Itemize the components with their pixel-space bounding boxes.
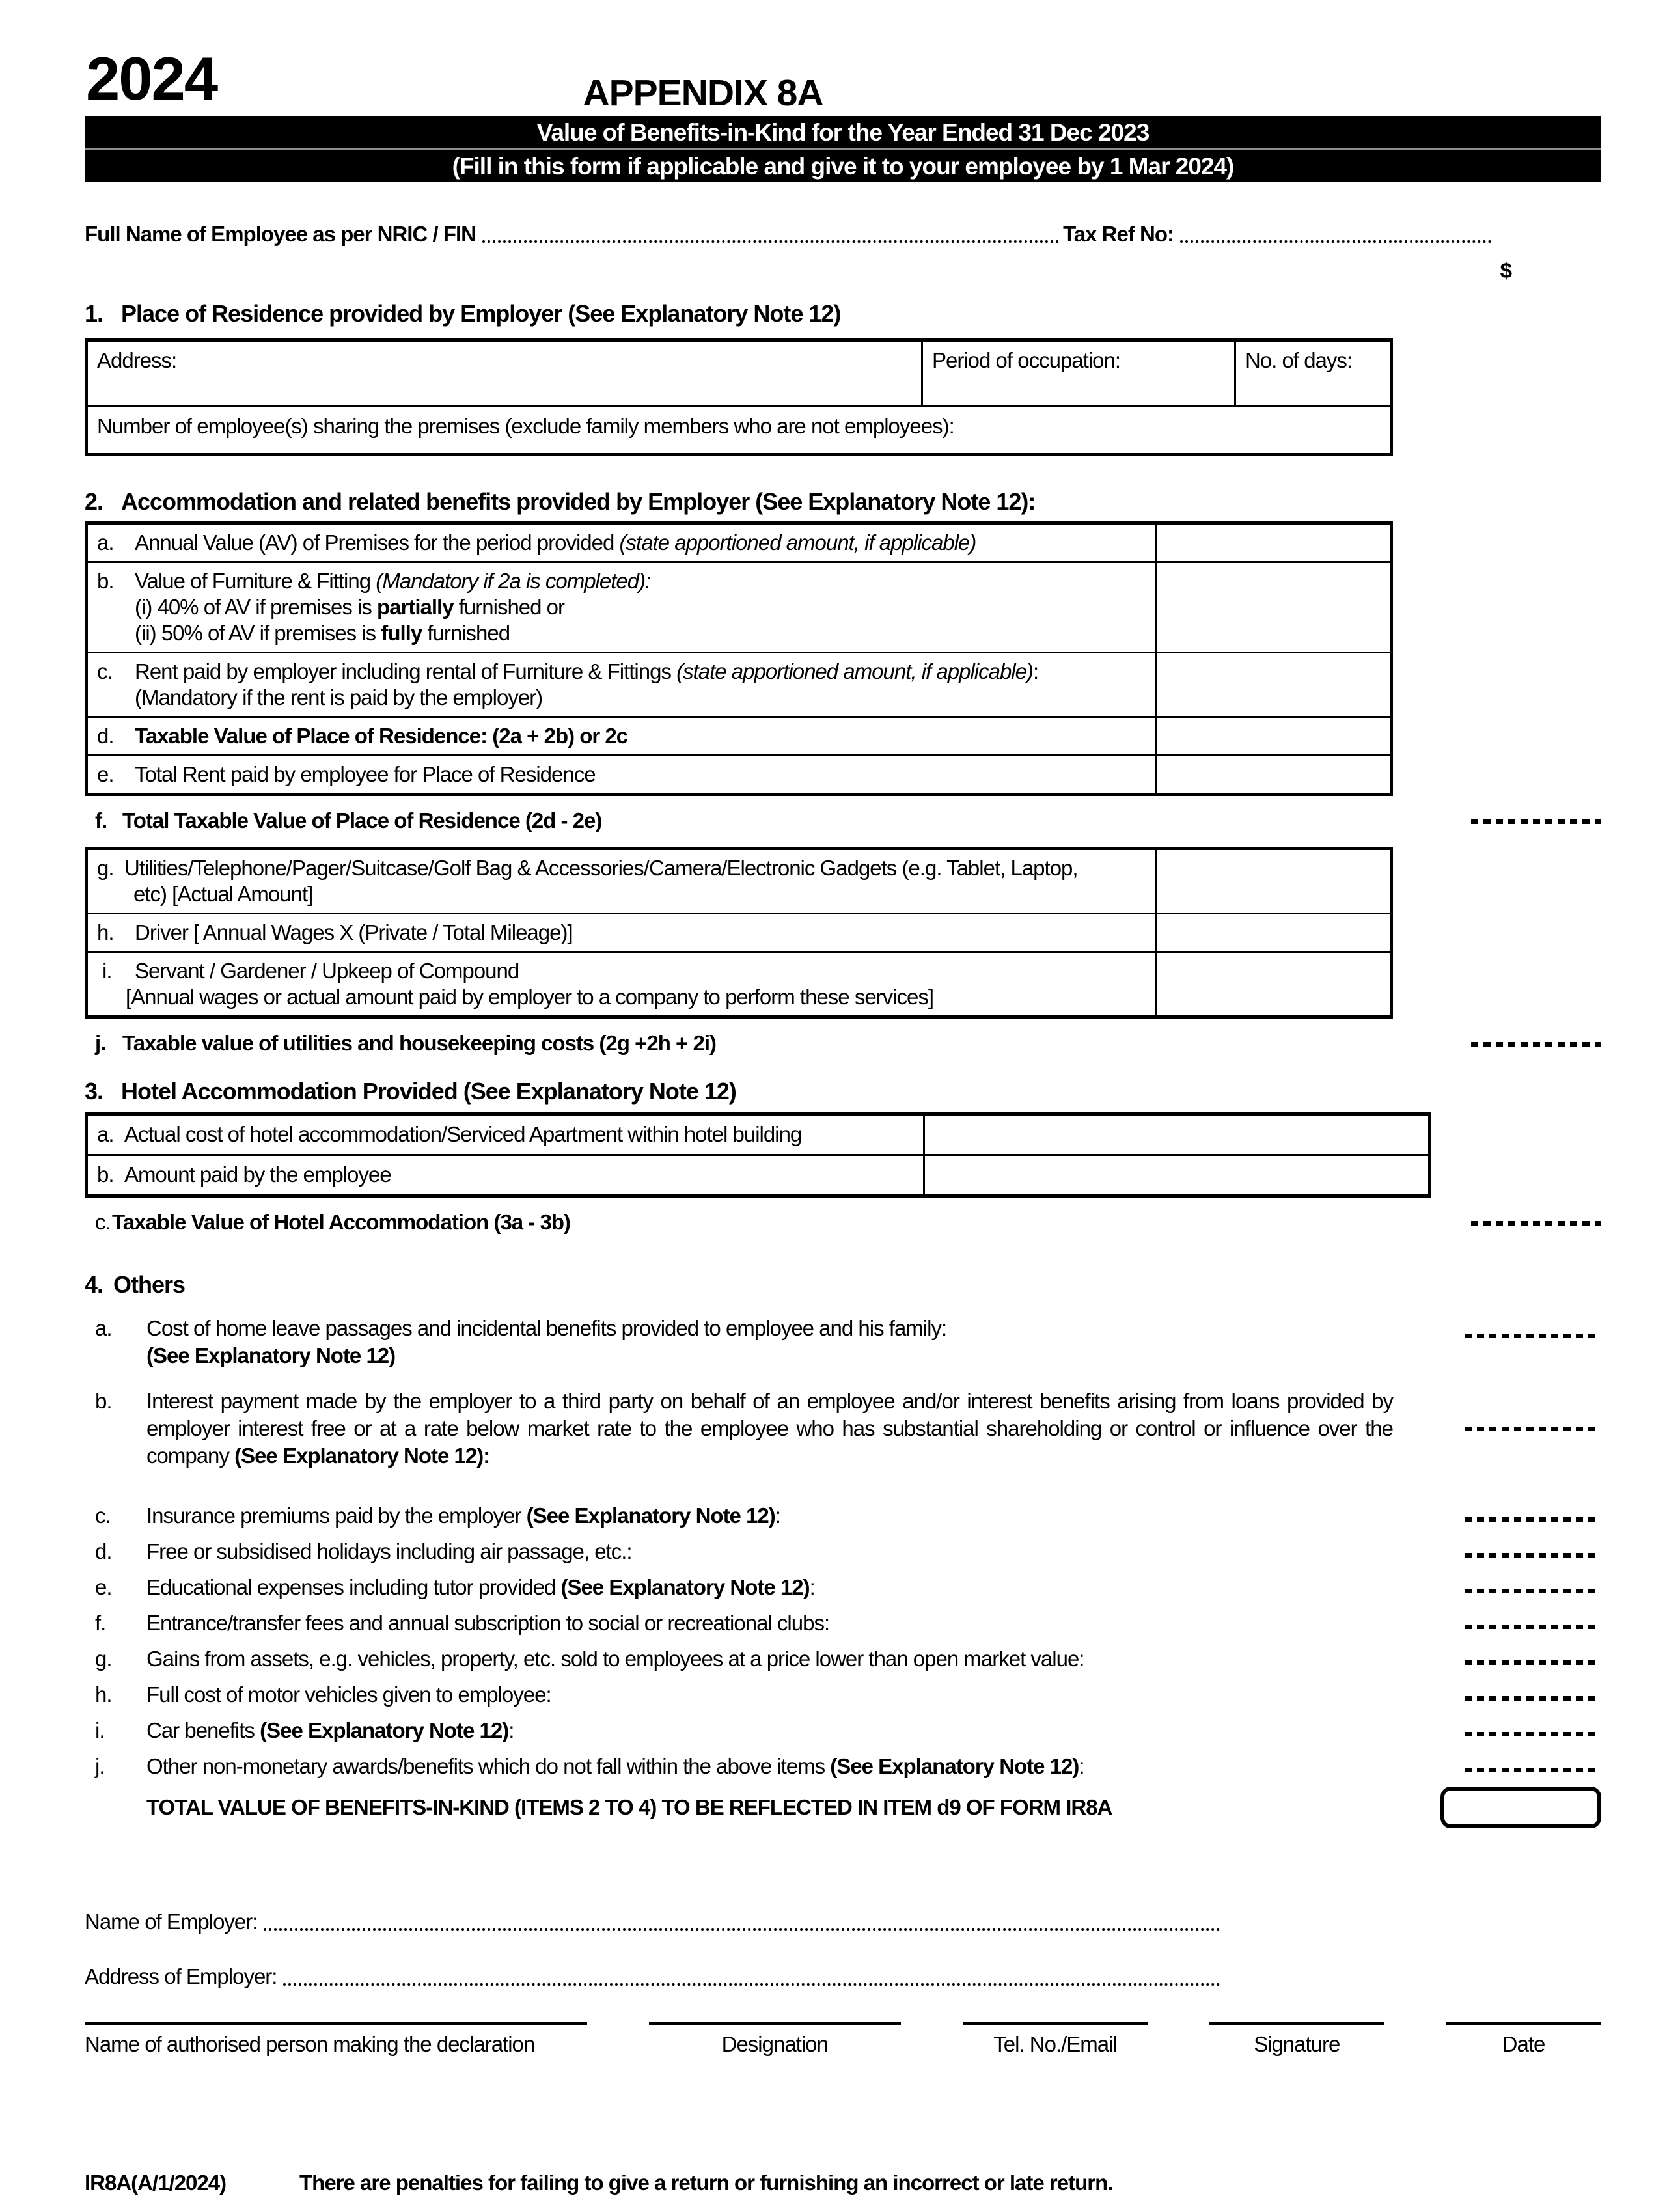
table-row (87, 914, 1392, 952)
row-text: Actual cost of hotel accommodation/Serviced Apartment within hotel building (124, 1122, 802, 1146)
item-2g-cell (87, 849, 1156, 914)
row-text: Servant / Gardener / Upkeep of Compound (135, 959, 519, 983)
row-text: Taxable Value of Place of Residence: (2a + 2b) or 2c (135, 724, 628, 748)
item-4d-row (85, 1538, 1601, 1565)
amount-dotted-line-2f (1471, 819, 1601, 824)
row-letter: h. (97, 920, 114, 944)
table-row (87, 756, 1392, 795)
accommodation-benefits-table (85, 521, 1393, 796)
amount-cell-3a (924, 1114, 1430, 1155)
item-2c-cell (87, 653, 1156, 717)
amount-dotted-line-4b (1465, 1426, 1601, 1431)
penalty-note: There are penalties for failing to give a return or furnishing an incorrect or late return. (299, 2170, 1113, 2195)
section2-heading: 2. Accommodation and related benefits provided by Employer (See Explanatory Note 12): (85, 488, 1036, 515)
row-letter: d. (97, 724, 114, 748)
form-year: 2024 (86, 44, 217, 113)
amount-dotted-line-4d (1465, 1552, 1601, 1558)
section1-heading: 1. Place of Residence provided by Employer (See Explanatory Note 12) (85, 300, 841, 327)
item-4e-row (85, 1574, 1601, 1601)
table-row (87, 1114, 1430, 1155)
tel-email-field: Tel. No./Email (963, 2022, 1148, 2058)
title-banner (85, 116, 1601, 182)
row-letter: g. (95, 1646, 112, 1671)
row-text: Value of Furniture & Fitting (Mandatory if 2a is completed): (135, 569, 651, 593)
row-text: (See Explanatory Note 12) (146, 1343, 396, 1367)
form-footer (85, 2169, 1601, 2196)
row-text: (Mandatory if the rent is paid by the employer) (135, 685, 543, 709)
item-3a-cell (87, 1114, 924, 1155)
row-letter: j. (95, 1031, 106, 1055)
page-title: APPENDIX 8A (583, 72, 823, 114)
item-2h-cell (87, 914, 1156, 952)
row-letter: f. (95, 808, 107, 832)
row-letter: a. (95, 1315, 112, 1340)
period-of-occupation-cell (922, 340, 1235, 407)
row-letter: h. (95, 1682, 112, 1707)
amount-cell-2i (1156, 952, 1392, 1017)
amount-cell-2a (1156, 523, 1392, 562)
amount-cell-2g (1156, 849, 1392, 914)
table-row (87, 849, 1392, 914)
row-letter: i. (102, 959, 112, 983)
item-3b-cell (87, 1155, 924, 1196)
tax-ref-label: Tax Ref No: (1063, 222, 1174, 246)
amount-dotted-line-4i (1465, 1731, 1601, 1736)
residence-table (85, 338, 1393, 456)
item-2j-row (85, 1029, 1601, 1058)
item-3c-row (85, 1208, 1601, 1237)
item-2f-row (85, 806, 1601, 835)
employee-name-label: Full Name of Employee as per NRIC / FIN (85, 222, 476, 246)
row-text: Utilities/Telephone/Pager/Suitcase/Golf Bag & Accessories/Camera/Electronic Gadgets (e.g. Tablet, Laptop, (124, 856, 1078, 880)
form-code: IR8A(A/1/2024) (85, 2170, 227, 2195)
row-text: Full cost of motor vehicles given to employee: (146, 1682, 551, 1707)
employer-address-row (85, 1962, 1601, 1991)
authorised-person-signature-field: Name of authorised person making the declaration (85, 2022, 587, 2058)
row-text: Entrance/transfer fees and annual subscription to social or recreational clubs: (146, 1610, 830, 1635)
section1-number: 1. (85, 300, 103, 327)
amount-cell-2c (1156, 653, 1392, 717)
designation-field: Designation (649, 2022, 901, 2058)
item-4i-row (85, 1717, 1601, 1744)
section3-heading: 3. Hotel Accommodation Provided (See Explanatory Note 12) (85, 1078, 736, 1105)
item-2a-cell (87, 523, 1156, 562)
row-text: Taxable Value of Hotel Accommodation (3a - 3b) (112, 1209, 570, 1234)
sharing-label: Number of employee(s) sharing the premises (exclude family members who are not employees): (97, 414, 954, 438)
item-4c-row (85, 1502, 1601, 1530)
row-text: Gains from assets, e.g. vehicles, property, etc. sold to employees at a price lower than open market value: (146, 1646, 1084, 1671)
row-text: Free or subsidised holidays including air passage, etc.: (146, 1539, 632, 1563)
item-2b-cell (87, 562, 1156, 653)
item-2i-cell (87, 952, 1156, 1017)
employer-name-label: Name of Employer: (85, 1909, 258, 1934)
banner-subtitle-line2: (Fill in this form if applicable and give it to your employee by 1 Mar 2024) (85, 148, 1601, 182)
item-2e-cell (87, 756, 1156, 795)
table-row (87, 653, 1392, 717)
sharing-employees-cell (87, 407, 1392, 455)
section4-heading: 4. Others (85, 1270, 186, 1298)
row-text: Amount paid by the employee (124, 1162, 391, 1187)
employer-name-row (85, 1908, 1601, 1936)
amount-dotted-line-4f (1465, 1624, 1601, 1629)
row-text: Other non-monetary awards/benefits which do not fall within the above items (See Explanatory Note 12): (146, 1753, 1084, 1778)
amount-cell-2e (1156, 756, 1392, 795)
item-4a-row (85, 1315, 1601, 1369)
total-amount-box (1440, 1787, 1601, 1828)
amount-dotted-line-4e (1465, 1588, 1601, 1593)
table-row (87, 523, 1392, 562)
table-row (87, 407, 1392, 455)
period-label: Period of occupation: (932, 348, 1121, 372)
table-row (87, 562, 1392, 653)
banner-subtitle-line1: Value of Benefits-in-Kind for the Year Ended 31 Dec 2023 (536, 119, 1150, 146)
amount-cell-3b (924, 1155, 1430, 1196)
item-4h-row (85, 1681, 1601, 1709)
amount-cell-2h (1156, 914, 1392, 952)
address-cell (87, 340, 922, 407)
item-4b-row (85, 1388, 1601, 1470)
row-letter: f. (95, 1610, 106, 1635)
utilities-housekeeping-table (85, 847, 1393, 1019)
address-label: Address: (97, 348, 177, 372)
row-letter: c. (95, 1503, 111, 1528)
row-letter: e. (95, 1574, 112, 1599)
amount-dotted-line-4c (1465, 1517, 1601, 1522)
amount-cell-2b (1156, 562, 1392, 653)
amount-dotted-line-4g (1465, 1660, 1601, 1665)
employee-identity-row (85, 220, 1601, 249)
section3-number: 3. (85, 1078, 103, 1105)
row-text: [Annual wages or actual amount paid by employer to a company to perform these services] (126, 985, 934, 1009)
signature-field: Signature (1209, 2022, 1384, 2058)
row-text: Driver [ Annual Wages X (Private / Total Mileage)] (135, 920, 573, 944)
row-letter: c. (95, 1209, 111, 1234)
row-text: (ii) 50% of AV if premises is fully furnished (135, 621, 510, 645)
form-header (85, 44, 1601, 114)
item-4f-row (85, 1610, 1601, 1637)
row-letter: g. (97, 856, 114, 880)
row-letter: d. (95, 1539, 112, 1563)
row-text: Cost of home leave passages and incidental benefits provided to employee and his family: (146, 1315, 947, 1340)
row-letter: j. (95, 1753, 105, 1778)
row-text: Insurance premiums paid by the employer (See Explanatory Note 12): (146, 1503, 780, 1528)
row-text: Total Taxable Value of Place of Residence (2d - 2e) (122, 808, 602, 832)
item-4j-row (85, 1753, 1601, 1780)
row-text: Interest payment made by the employer to a third party on behalf of an employee and/or interest benefits arising from loans provided by employer interest free or at a rate below market rate to the employee who has substantial shareholding or control or influence over the company (See Explanatory Note 12): (146, 1388, 1393, 1468)
date-field: Date (1446, 2022, 1601, 2058)
row-letter: b. (97, 1162, 114, 1187)
row-letter: a. (97, 1122, 114, 1146)
row-letter: e. (97, 762, 114, 786)
row-text: Taxable value of utilities and housekeeping costs (2g +2h + 2i) (122, 1031, 716, 1055)
table-row (87, 717, 1392, 756)
hotel-accommodation-table (85, 1112, 1431, 1198)
row-text: Rent paid by employer including rental of Furniture & Fittings (state apportioned amount, if applicable): (135, 659, 1039, 683)
amount-dotted-line-4h (1465, 1695, 1601, 1701)
employer-address-dotted-line (283, 1983, 1220, 1986)
row-text: Total Rent paid by employee for Place of Residence (135, 762, 596, 786)
total-benefits-row (85, 1787, 1601, 1828)
table-row (87, 952, 1392, 1017)
amount-dotted-line-2j (1471, 1041, 1601, 1047)
section2-number: 2. (85, 488, 103, 515)
amount-dotted-line-4a (1465, 1333, 1601, 1338)
table-row (87, 340, 1392, 407)
amount-dotted-line-4j (1465, 1767, 1601, 1772)
item-2d-cell (87, 717, 1156, 756)
row-letter: c. (97, 659, 113, 683)
row-letter: a. (97, 530, 114, 555)
row-text: etc) [Actual Amount] (133, 882, 313, 906)
days-label: No. of days: (1245, 348, 1353, 372)
row-text: Car benefits (See Explanatory Note 12): (146, 1718, 514, 1742)
total-benefits-label: TOTAL VALUE OF BENEFITS-IN-KIND (ITEMS 2 TO 4) TO BE REFLECTED IN ITEM d9 OF FORM IR8A (146, 1794, 1112, 1819)
row-letter: b. (95, 1388, 112, 1413)
employer-name-dotted-line (264, 1928, 1220, 1931)
tax-ref-dotted-line (1180, 240, 1491, 243)
currency-column-header: $ (1500, 258, 1511, 282)
row-text: Annual Value (AV) of Premises for the period provided (state apportioned amount, if applicable) (135, 530, 976, 555)
amount-dotted-line-3c (1471, 1220, 1601, 1226)
item-4g-row (85, 1645, 1601, 1673)
employer-address-label: Address of Employer: (85, 1964, 277, 1988)
employee-name-dotted-line (482, 240, 1059, 243)
no-of-days-cell (1235, 340, 1392, 407)
row-text: Educational expenses including tutor provided (See Explanatory Note 12): (146, 1574, 815, 1599)
row-letter: i. (95, 1718, 105, 1742)
section4-number: 4. (85, 1270, 103, 1298)
table-row (87, 1155, 1430, 1196)
amount-cell-2d (1156, 717, 1392, 756)
row-letter: b. (97, 569, 114, 593)
declaration-signature-block (85, 2022, 1601, 2058)
row-text: (i) 40% of AV if premises is partially furnished or (135, 595, 565, 619)
